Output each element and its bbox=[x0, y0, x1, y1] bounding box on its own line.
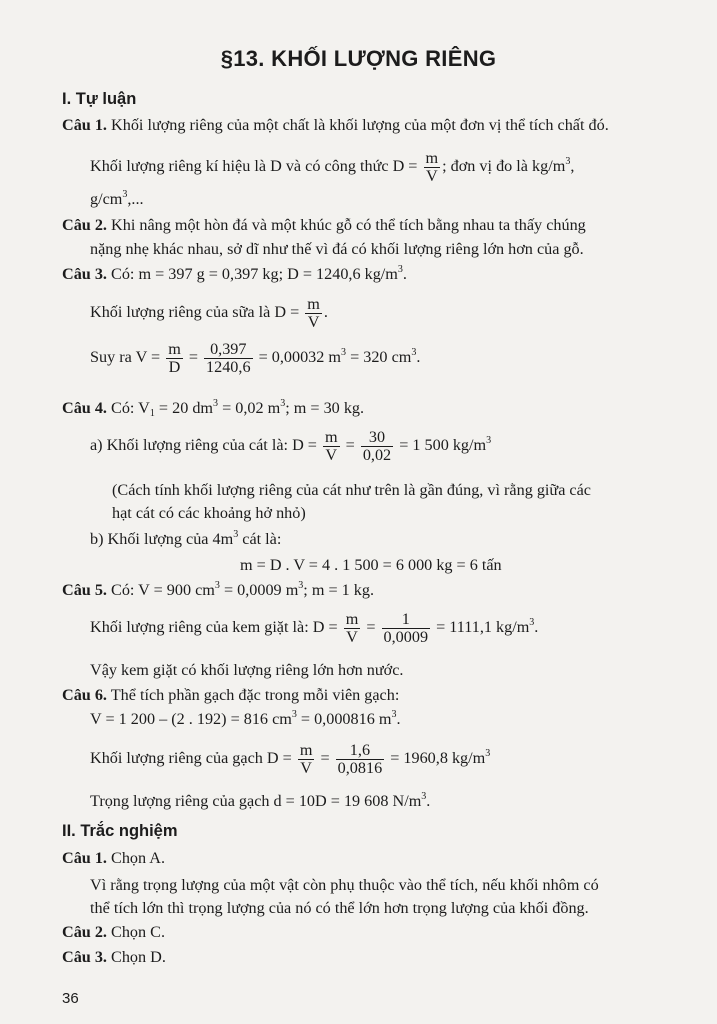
superscript: 3 bbox=[565, 156, 571, 168]
q6-period-2: . bbox=[426, 792, 431, 810]
q1-formula-text: Khối lượng riêng kí hiệu là D và có công thức D = bbox=[90, 157, 418, 176]
q3-fraction-1 bbox=[305, 296, 322, 331]
q6-line-3 bbox=[90, 742, 490, 777]
q5-line-2 bbox=[90, 611, 538, 646]
superscript: 3 bbox=[411, 347, 417, 359]
fraction-numerator: 30 bbox=[361, 429, 393, 447]
fraction-numerator: m bbox=[168, 340, 181, 358]
q4-b-calc bbox=[240, 556, 502, 575]
superscript: 3 bbox=[280, 398, 286, 409]
subscript: 1 bbox=[149, 408, 155, 419]
q2-line-1 bbox=[62, 216, 586, 235]
q4-b-text-2: cát là: bbox=[242, 530, 282, 548]
fraction-denominator: 0,0816 bbox=[337, 759, 383, 777]
q4-text-b: = 20 dm bbox=[158, 399, 214, 417]
equals-sign: = bbox=[320, 749, 330, 768]
fraction-numerator: m bbox=[324, 428, 338, 446]
mc3-line bbox=[62, 948, 166, 967]
q4-note-text-1: (Cách tính khối lượng riêng của cát như trên là gần đúng, vì rằng giữa các bbox=[112, 481, 591, 499]
q4-a-result: = 1 500 kg/m bbox=[399, 436, 487, 455]
q4-fraction-2 bbox=[361, 429, 393, 464]
superscript: 3 bbox=[391, 709, 397, 720]
q6-volume-text: V = 1 200 – (2 . 192) = 816 cm bbox=[90, 710, 292, 728]
superscript: 3 bbox=[214, 580, 220, 591]
mc3-answer: Chọn D. bbox=[111, 948, 166, 966]
fraction-numerator: m bbox=[345, 610, 359, 628]
fraction-numerator: m bbox=[425, 149, 439, 167]
q1-text: Khối lượng riêng của một chất là khối lượng của một đơn vị thể tích chất đó. bbox=[111, 116, 609, 134]
mc2-line bbox=[62, 923, 165, 942]
q6-fraction-1 bbox=[298, 742, 315, 777]
fraction-denominator: 0,02 bbox=[362, 446, 392, 464]
superscript: 3 bbox=[341, 347, 347, 359]
q5-line-1 bbox=[62, 581, 374, 600]
superscript: 3 bbox=[485, 748, 491, 760]
q6-volume-text-2: = 0,000816 m bbox=[300, 710, 392, 728]
q2-line-2 bbox=[90, 240, 584, 259]
q3-line-1 bbox=[62, 265, 407, 284]
q3-end: . bbox=[402, 265, 407, 283]
fraction-denominator: 0,0009 bbox=[383, 628, 429, 646]
q1-label: Câu 1. bbox=[62, 116, 107, 134]
q5-result: = 1111,1 kg/m bbox=[436, 618, 530, 637]
q4-text-a: Có: V bbox=[111, 399, 150, 417]
mc1-label: Câu 1. bbox=[62, 849, 107, 867]
equals-sign: = bbox=[188, 348, 198, 367]
q3-fraction-3 bbox=[204, 341, 253, 376]
q3-fraction-2 bbox=[166, 341, 183, 376]
superscript: 3 bbox=[122, 189, 128, 200]
mc1-answer: Chọn A. bbox=[111, 849, 165, 867]
fraction-denominator: D bbox=[168, 358, 181, 376]
superscript: 3 bbox=[298, 580, 304, 591]
fraction-denominator: 1240,6 bbox=[206, 358, 251, 376]
q1-unit-text: ; đơn vị đo là kg/m bbox=[442, 157, 566, 176]
q2-text-2: nặng nhẹ khác nhau, sở dĩ như thế vì đá có khối lượng riêng lớn hơn của gỗ. bbox=[90, 240, 584, 258]
mc1-line-2 bbox=[90, 876, 599, 895]
superscript: 3 bbox=[397, 264, 403, 275]
q1-comma: , bbox=[570, 157, 575, 176]
superscript: 3 bbox=[233, 529, 239, 540]
fraction-numerator: 1,6 bbox=[336, 742, 385, 760]
q4-b-text: b) Khối lượng của 4m bbox=[90, 530, 234, 548]
q5-line-3 bbox=[90, 661, 403, 680]
mc1-explanation-1: Vì rằng trọng lượng của một vật còn phụ thuộc vào thể tích, nếu khối nhôm có bbox=[90, 876, 599, 894]
equals-sign: = bbox=[366, 618, 376, 637]
fraction-numerator: m bbox=[307, 295, 320, 313]
q3-line-3 bbox=[90, 341, 420, 376]
q6-density-text: Khối lượng riêng của gạch D = bbox=[90, 749, 292, 768]
fraction-denominator: V bbox=[325, 446, 338, 464]
q4-fraction-1 bbox=[323, 429, 340, 464]
q3-line-2 bbox=[90, 296, 328, 331]
q5-fraction-1 bbox=[344, 611, 361, 646]
q1-line-1 bbox=[62, 116, 609, 135]
fraction-denominator: V bbox=[425, 167, 438, 185]
fraction-denominator: V bbox=[300, 759, 312, 777]
q6-fraction-2 bbox=[336, 742, 385, 777]
q4-a-text: a) Khối lượng riêng của cát là: D = bbox=[90, 436, 317, 455]
mc1-line-3 bbox=[90, 899, 589, 918]
q3-deduce-text: Suy ra V = bbox=[90, 348, 161, 367]
superscript: 3 bbox=[529, 617, 535, 629]
q3-result-2: = 320 cm bbox=[350, 348, 412, 367]
fraction-denominator: V bbox=[346, 628, 358, 646]
fraction-numerator: 1 bbox=[382, 611, 431, 629]
fraction-numerator: m bbox=[299, 741, 313, 759]
mc1-explanation-2: thể tích lớn thì trọng lượng của nó có thể lớn hơn trọng lượng của khối đồng. bbox=[90, 899, 589, 917]
q1-ellipsis: ,... bbox=[127, 190, 144, 208]
q6-text: Thể tích phần gạch đặc trong mỗi viên gạch: bbox=[110, 686, 400, 704]
page-title: §13. KHỐI LƯỢNG RIÊNG bbox=[220, 46, 497, 71]
q1-fraction bbox=[424, 150, 441, 185]
q4-note-text-2: hạt cát có các khoảng hở nhỏ) bbox=[112, 504, 306, 522]
q4-b-calc-text: m = D . V = 4 . 1 500 = 6 000 kg = 6 tấn bbox=[240, 556, 502, 574]
mc3-label: Câu 3. bbox=[62, 948, 107, 966]
q6-line-4 bbox=[90, 792, 430, 811]
page-number: 36 bbox=[62, 990, 79, 1007]
q5-text-a: Có: V = 900 cm bbox=[111, 581, 215, 599]
superscript: 3 bbox=[421, 791, 427, 802]
q3-period: . bbox=[323, 303, 328, 322]
q6-weight-text: Trọng lượng riêng của gạch d = 10D = 19 608 N/m bbox=[90, 792, 422, 810]
q5-period: . bbox=[534, 618, 539, 637]
q6-line-2 bbox=[90, 710, 400, 729]
q3-density-text: Khối lượng riêng của sữa là D = bbox=[90, 303, 300, 322]
mc2-answer: Chọn C. bbox=[111, 923, 166, 941]
superscript: 3 bbox=[291, 709, 297, 720]
equals-sign: = bbox=[345, 436, 355, 455]
q5-text-b: = 0,0009 m bbox=[223, 581, 299, 599]
q6-result: = 1960,8 kg/m bbox=[390, 749, 486, 768]
q4-note-2 bbox=[112, 504, 306, 523]
q4-part-a bbox=[90, 429, 491, 464]
fraction-numerator: 0,397 bbox=[204, 341, 253, 359]
mc2-label: Câu 2. bbox=[62, 923, 107, 941]
q2-text: Khi nâng một hòn đá và một khúc gỗ có thể tích bằng nhau ta thấy chúng bbox=[111, 216, 586, 234]
q4-text-c: = 0,02 m bbox=[222, 399, 281, 417]
section-heading-multiple-choice: II. Trắc nghiệm bbox=[62, 822, 178, 840]
q4-part-b bbox=[90, 530, 281, 549]
q1-unit-2: g/cm bbox=[90, 190, 123, 208]
q5-conclusion: Vậy kem giặt có khối lượng riêng lớn hơn nước. bbox=[90, 661, 404, 679]
q1-line-3 bbox=[90, 190, 144, 209]
q5-fraction-2 bbox=[382, 611, 431, 646]
fraction-denominator: V bbox=[307, 313, 320, 331]
q3-text: Có: m = 397 g = 0,397 kg; D = 1240,6 kg/m bbox=[111, 265, 398, 283]
q4-line-1 bbox=[62, 399, 364, 418]
q1-line-2 bbox=[90, 150, 574, 185]
q5-density-text: Khối lượng riêng của kem giặt là: D = bbox=[90, 618, 338, 637]
mc1-line-1 bbox=[62, 849, 165, 868]
superscript: 3 bbox=[213, 398, 219, 409]
q3-result-1: = 0,00032 m bbox=[258, 348, 342, 367]
q4-note-1 bbox=[112, 481, 591, 500]
section-heading-essay: I. Tự luận bbox=[62, 90, 137, 108]
q6-label: Câu 6. bbox=[62, 686, 107, 704]
q4-text-d: ; m = 30 kg. bbox=[285, 399, 365, 417]
q5-text-c: ; m = 1 kg. bbox=[303, 581, 375, 599]
q6-period: . bbox=[396, 710, 401, 728]
q4-label: Câu 4. bbox=[62, 399, 107, 417]
superscript: 3 bbox=[486, 435, 492, 447]
q3-period-2: . bbox=[416, 348, 421, 367]
q3-label: Câu 3. bbox=[62, 265, 107, 283]
q2-label: Câu 2. bbox=[62, 216, 107, 234]
q5-label: Câu 5. bbox=[62, 581, 107, 599]
q6-line-1 bbox=[62, 686, 399, 705]
